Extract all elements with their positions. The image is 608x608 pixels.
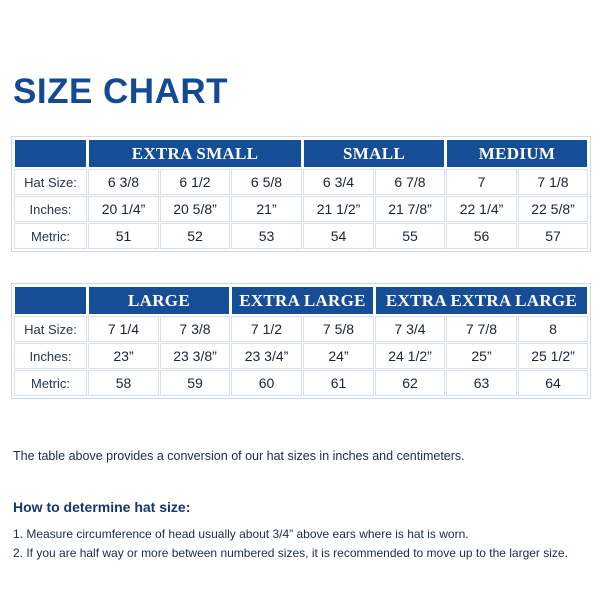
metric-cell: 58 (89, 371, 158, 395)
page-title: SIZE CHART (13, 72, 228, 111)
size-group-header-row (15, 287, 587, 314)
metric-row (15, 371, 587, 395)
inches-cell: 22 5/8” (519, 197, 587, 221)
metric-cell: 54 (304, 224, 373, 248)
row-label-hat-size: Hat Size: (15, 170, 86, 194)
inches-cell: 25” (447, 344, 516, 368)
hat-size-cell: 7 1/2 (232, 317, 301, 341)
hat-size-cell: 7 1/4 (89, 317, 158, 341)
inches-cell: 24” (304, 344, 373, 368)
hat-size-cell: 6 1/2 (161, 170, 229, 194)
inches-cell: 23 3/8” (161, 344, 229, 368)
metric-cell: 52 (161, 224, 229, 248)
metric-cell: 60 (232, 371, 301, 395)
metric-cell: 55 (376, 224, 444, 248)
size-table-1 (12, 137, 590, 251)
inches-cell: 24 1/2” (376, 344, 444, 368)
size-group-small: SMALL (304, 140, 444, 167)
size-group-extra-large: EXTRA LARGE (232, 287, 373, 314)
header-corner (15, 287, 86, 314)
metric-cell: 64 (519, 371, 587, 395)
howto-steps (13, 525, 568, 563)
hat-size-row (15, 317, 587, 341)
inches-row (15, 344, 587, 368)
size-group-large: LARGE (89, 287, 229, 314)
metric-cell: 53 (232, 224, 301, 248)
row-label-metric: Metric: (15, 371, 86, 395)
conversion-note: The table above provides a conversion of our hat sizes in inches and centimeters. (13, 449, 465, 463)
size-table-2 (12, 284, 590, 398)
inches-cell: 21 1/2” (304, 197, 373, 221)
size-group-extra-small: EXTRA SMALL (89, 140, 301, 167)
hat-size-cell: 6 3/8 (89, 170, 158, 194)
hat-size-cell: 6 7/8 (376, 170, 444, 194)
inches-cell: 20 5/8” (161, 197, 229, 221)
size-group-extra-extra-large: EXTRA EXTRA LARGE (376, 287, 587, 314)
size-group-medium: MEDIUM (447, 140, 587, 167)
metric-cell: 59 (161, 371, 229, 395)
row-label-inches: Inches: (15, 344, 86, 368)
inches-cell: 21” (232, 197, 301, 221)
inches-cell: 23 3/4” (232, 344, 301, 368)
hat-size-cell: 7 7/8 (447, 317, 516, 341)
metric-cell: 56 (447, 224, 516, 248)
hat-size-cell: 6 5/8 (232, 170, 301, 194)
hat-size-cell: 7 3/4 (376, 317, 444, 341)
howto-heading: How to determine hat size: (13, 499, 191, 515)
inches-row (15, 197, 587, 221)
hat-size-cell: 7 (447, 170, 516, 194)
hat-size-cell: 8 (519, 317, 587, 341)
inches-cell: 20 1/4” (89, 197, 158, 221)
row-label-hat-size: Hat Size: (15, 317, 86, 341)
howto-step: 1. Measure circumference of head usually about 3/4” above ears where is hat is worn. (13, 527, 469, 541)
inches-cell: 22 1/4” (447, 197, 516, 221)
hat-size-cell: 7 5/8 (304, 317, 373, 341)
hat-size-cell: 7 3/8 (161, 317, 229, 341)
hat-size-cell: 6 3/4 (304, 170, 373, 194)
metric-row (15, 224, 587, 248)
metric-cell: 63 (447, 371, 516, 395)
howto-step: 2. If you are half way or more between numbered sizes, it is recommended to move up to the larger size. (13, 546, 568, 560)
row-label-metric: Metric: (15, 224, 86, 248)
inches-cell: 21 7/8” (376, 197, 444, 221)
metric-cell: 57 (519, 224, 587, 248)
row-label-inches: Inches: (15, 197, 86, 221)
size-group-header-row (15, 140, 587, 167)
inches-cell: 23” (89, 344, 158, 368)
hat-size-cell: 7 1/8 (519, 170, 587, 194)
hat-size-row (15, 170, 587, 194)
metric-cell: 62 (376, 371, 444, 395)
metric-cell: 61 (304, 371, 373, 395)
inches-cell: 25 1/2” (519, 344, 587, 368)
metric-cell: 51 (89, 224, 158, 248)
header-corner (15, 140, 86, 167)
